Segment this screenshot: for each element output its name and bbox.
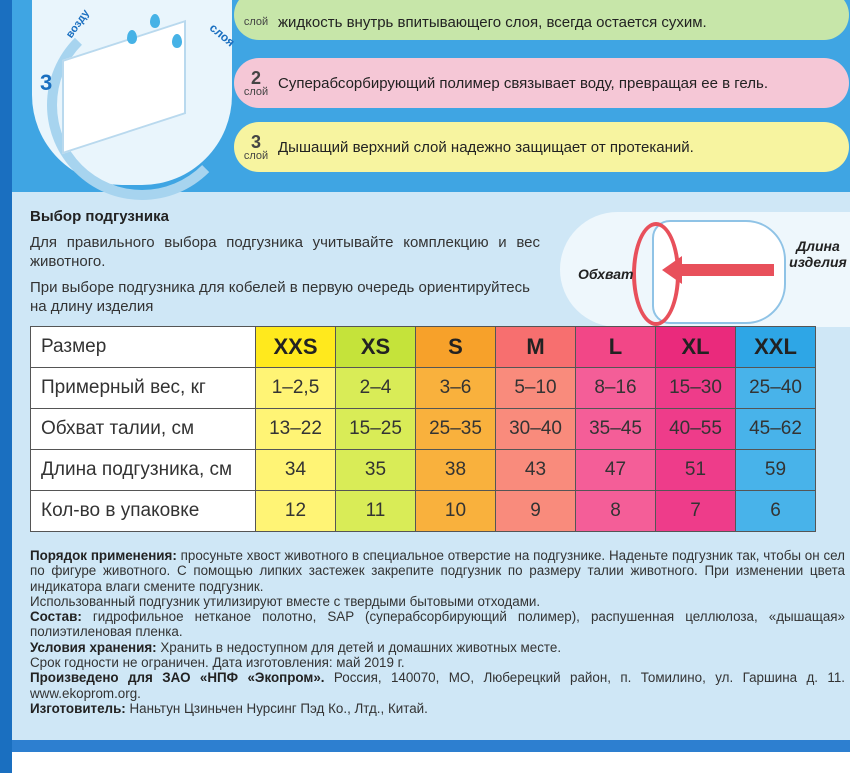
- table-row: [31, 368, 816, 409]
- size-header-cell: M: [496, 327, 576, 368]
- table-cell: 10: [416, 491, 496, 532]
- selection-paragraph-1: Для правильного выбора подгузника учитывайте комплекцию и вес животного.: [30, 234, 540, 270]
- storage-paragraph: [30, 640, 845, 655]
- composition-label: Состав:: [30, 609, 82, 625]
- table-cell: 45–62: [736, 409, 816, 450]
- table-header-row: [31, 327, 816, 368]
- row-label: Размер: [31, 327, 256, 368]
- layers-section: [12, 0, 850, 192]
- disposal-line: Использованный подгузник утилизируют вместе с твердыми бытовыми отходами.: [30, 593, 541, 609]
- table-cell: 15–25: [336, 409, 416, 450]
- produced-text: Россия, 140070, МО, Люберецкий район, п. Томилино, ул. Гаршина д. 11. www.ekoprom.org.: [30, 670, 846, 701]
- layer-3-text: Дышащий верхний слой надежно защищает от протеканий.: [278, 138, 694, 156]
- layer-1-text: жидкость внутрь впитывающего слоя, всегда остается сухим.: [278, 13, 707, 31]
- arrowhead-icon: [662, 256, 682, 284]
- maker-label: Изготовитель:: [30, 700, 126, 716]
- table-cell: 8–16: [576, 368, 656, 409]
- storage-text: Хранить в недоступном для детей и домашних животных месте.: [156, 639, 562, 655]
- selection-title: Выбор подгузника: [30, 208, 169, 225]
- arc-text-left: возду: [63, 7, 93, 41]
- layers-diagram: [32, 0, 238, 185]
- usage-label: Порядок применения:: [30, 548, 177, 563]
- shelf-life-line: Срок годности не ограничен. Дата изготовления: май 2019 г.: [30, 655, 405, 671]
- size-table: [30, 326, 816, 532]
- layer-number: 2: [250, 67, 261, 88]
- size-header-cell: L: [576, 327, 656, 368]
- selection-paragraph-2: При выборе подгузника для кобелей в первую очередь ориентируйтесь на длину изделия: [30, 279, 530, 315]
- length-arrow-icon: [674, 264, 774, 276]
- row-label: Кол-во в упаковке: [31, 491, 256, 532]
- table-cell: 59: [736, 450, 816, 491]
- maker-text: Наньтун Цзиньчен Нурсинг Пэд Ко., Лтд., Китай.: [125, 700, 428, 716]
- table-cell: 1–2,5: [256, 368, 336, 409]
- layer-word: слой: [243, 15, 269, 28]
- table-cell: 11: [336, 491, 416, 532]
- size-header-cell: XXL: [736, 327, 816, 368]
- maker-paragraph: [30, 701, 845, 716]
- table-cell: 15–30: [656, 368, 736, 409]
- bottom-blue-band: [12, 740, 850, 752]
- size-header-cell: XXS: [256, 327, 336, 368]
- table-cell: 43: [496, 450, 576, 491]
- table-cell: 40–55: [656, 409, 736, 450]
- left-edge-strip: [0, 0, 12, 773]
- table-cell: 30–40: [496, 409, 576, 450]
- layer-word: слой: [243, 149, 269, 162]
- size-header-cell: XL: [656, 327, 736, 368]
- table-cell: 51: [656, 450, 736, 491]
- composition-paragraph: [30, 609, 845, 640]
- table-cell: 13–22: [256, 409, 336, 450]
- row-label: Обхват талии, см: [31, 409, 256, 450]
- layer-3-pill: [234, 122, 849, 172]
- table-cell: 8: [576, 491, 656, 532]
- size-header-cell: XS: [336, 327, 416, 368]
- layers-count: 3: [40, 70, 53, 95]
- table-cell: 2–4: [336, 368, 416, 409]
- storage-label: Условия хранения:: [30, 639, 157, 655]
- table-cell: 34: [256, 450, 336, 491]
- produced-label: Произведено для ЗАО «НПФ «Экопром».: [30, 670, 325, 686]
- table-cell: 3–6: [416, 368, 496, 409]
- length-label: Длина изделия: [789, 238, 847, 270]
- table-cell: 35–45: [576, 409, 656, 450]
- row-label: Длина подгузника, см: [31, 450, 256, 491]
- table-cell: 7: [656, 491, 736, 532]
- composition-text: гидрофильное нетканое полотно, SAP (суперабсорбирующий полимер), распушенная целлюлоза, «дышащая» полиэтиленовая пленка.: [30, 609, 845, 640]
- table-row: [31, 450, 816, 491]
- product-info: [30, 548, 845, 716]
- table-cell: 6: [736, 491, 816, 532]
- table-cell: 38: [416, 450, 496, 491]
- table-row: [31, 491, 816, 532]
- drop-icon: [150, 14, 160, 28]
- drop-icon: [127, 30, 137, 44]
- drop-icon: [172, 34, 182, 48]
- table-cell: 9: [496, 491, 576, 532]
- table-cell: 25–35: [416, 409, 496, 450]
- layer-1-pill: [234, 0, 849, 40]
- produced-paragraph: [30, 670, 845, 701]
- table-cell: 12: [256, 491, 336, 532]
- package-label: [12, 0, 850, 750]
- row-label: Примерный вес, кг: [31, 368, 256, 409]
- usage-text: просуньте хвост животного в специальное отверстие на подгузнике. Наденьте подгузник так, чтобы он сел по фигуре животного. С помощью липких застежек закрепите подгузник по размеру талии животного. При изменении цвета индикатора влаги смените подгузник.: [30, 548, 845, 594]
- table-cell: 47: [576, 450, 656, 491]
- table-cell: 35: [336, 450, 416, 491]
- table-row: [31, 409, 816, 450]
- table-cell: 5–10: [496, 368, 576, 409]
- layer-2-text: Суперабсорбирующий полимер связывает воду, превращая ее в гель.: [278, 74, 768, 92]
- layer-number: 3: [250, 131, 261, 152]
- girth-label: Обхват: [578, 266, 634, 282]
- arc-text-right: слоя: [206, 20, 238, 50]
- table-cell: 25–40: [736, 368, 816, 409]
- layer-2-pill: [234, 58, 849, 108]
- size-header-cell: S: [416, 327, 496, 368]
- layer-word: слой: [243, 85, 269, 98]
- usage-paragraph: [30, 548, 845, 594]
